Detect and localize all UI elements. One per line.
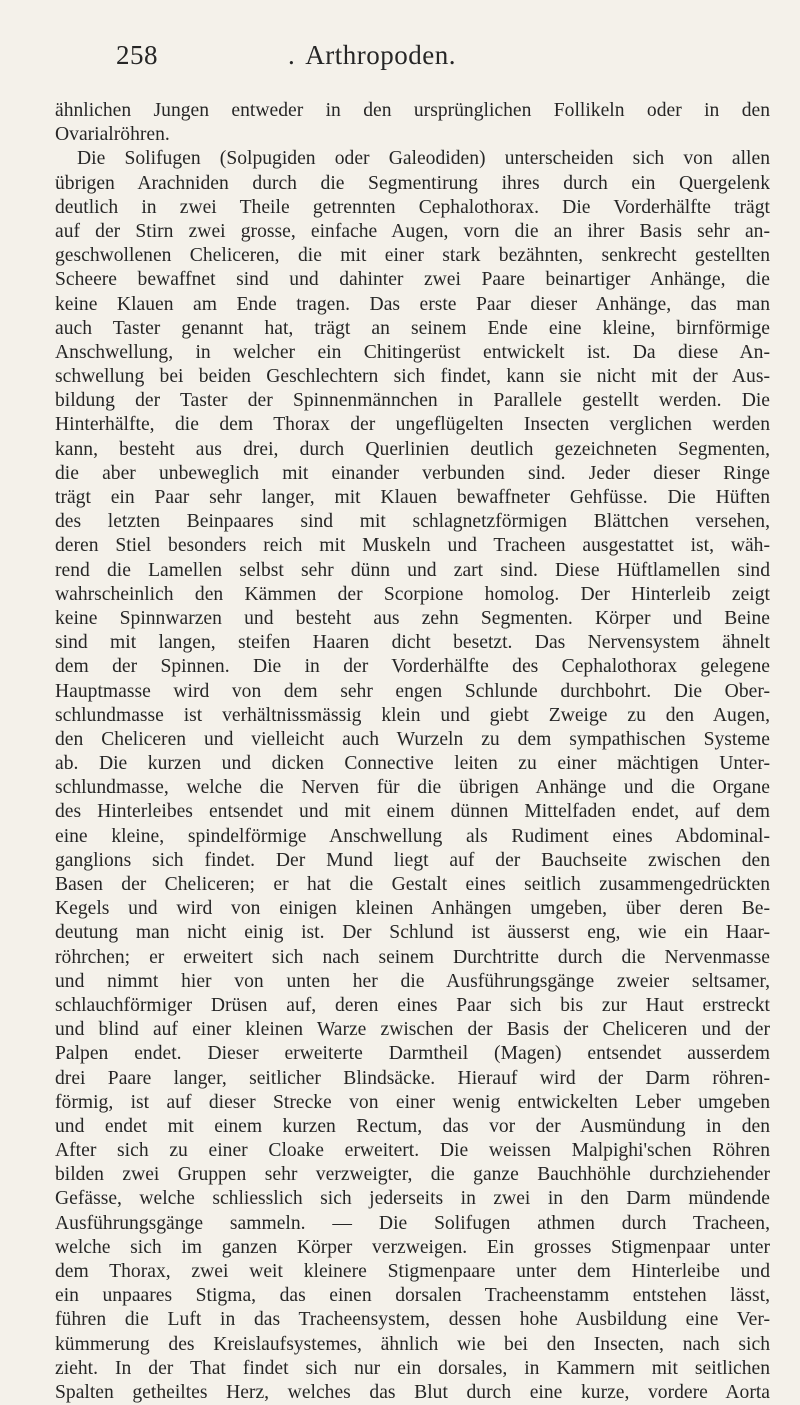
text-line: drei Paare langer, seitlicher Blindsäcke. Hierauf wird der Darm röhren- <box>55 1067 770 1089</box>
text-line: schwellung bei beiden Geschlechtern sich findet, kann sie nicht mit der Aus- <box>55 366 770 388</box>
text-line: keine Spinnwarzen und besteht aus zehn Segmenten. Körper und Beine <box>55 607 770 629</box>
body-text <box>55 99 770 1405</box>
text-line: und endet mit einem kurzen Rectum, das vor der Ausmündung in den <box>55 1115 770 1137</box>
text-line: auf der Stirn zwei grosse, einfache Augen, vorn die an ihrer Basis sehr an- <box>55 220 770 242</box>
text-line: deren Stiel besonders reich mit Muskeln und Tracheen ausgestattet ist, wäh- <box>55 535 770 557</box>
text-line: rend die Lamellen selbst sehr dünn und zart sind. Diese Hüftlamellen sind <box>55 559 770 581</box>
text-line: des Hinterleibes entsendet und mit einem dünnen Mittelfaden endet, auf dem <box>55 801 770 823</box>
text-line: förmig, ist auf dieser Strecke von einer wenig entwickelten Leber umgeben <box>55 1091 770 1113</box>
text-line: keine Klauen am Ende tragen. Das erste Paar dieser Anhänge, das man <box>55 293 770 315</box>
text-line: Hauptmasse wird von dem sehr engen Schlunde durchbohrt. Die Ober- <box>55 680 770 702</box>
text-line: Gefässe, welche schliesslich sich jederseits in zwei in den Darm mündende <box>55 1188 770 1210</box>
header-separator: . <box>288 40 296 70</box>
text-line: kann, besteht aus drei, durch Querlinien deutlich gezeichneten Segmenten, <box>55 438 770 460</box>
text-line: Ausführungsgänge sammeln. — Die Solifugen athmen durch Tracheen, <box>55 1212 770 1234</box>
text-line: und nimmt hier von unten her die Ausführungsgänge zweier seltsamer, <box>55 970 770 992</box>
text-line: zieht. In der That findet sich nur ein dorsales, in Kammern mit seitlichen <box>55 1357 770 1379</box>
text-line: wahrscheinlich den Kämmen der Scorpione homolog. Der Hinterleib zeigt <box>55 583 770 605</box>
running-head <box>288 40 456 71</box>
text-line: Spalten getheiltes Herz, welches das Blut durch eine kurze, vordere Aorta <box>55 1381 770 1403</box>
text-line: ein unpaares Stigma, das einen dorsalen Tracheenstamm entstehen lässt, <box>55 1285 770 1307</box>
text-line: ab. Die kurzen und dicken Connective leiten zu einer mächtigen Unter- <box>55 753 770 775</box>
text-line: eine kleine, spindelförmige Anschwellung als Rudiment eines Abdominal- <box>55 825 770 847</box>
text-line: bilden zwei Gruppen sehr verzweigter, die ganze Bauchhöhle durchziehender <box>55 1164 770 1186</box>
text-line: kümmerung des Kreislaufsystemes, ähnlich wie bei den Insecten, nach sich <box>55 1333 770 1355</box>
text-line: Kegels und wird von einigen kleinen Anhängen umgeben, über deren Be- <box>55 898 770 920</box>
text-line: schlauchförmiger Drüsen auf, deren eines Paar sich bis zur Haut erstreckt <box>55 994 770 1016</box>
text-line: Ovarialröhren. <box>55 124 170 146</box>
text-line: After sich zu einer Cloake erweitert. Die weissen Malpighi'schen Röhren <box>55 1140 770 1162</box>
text-line: führen die Luft in das Tracheensystem, dessen hohe Ausbildung eine Ver- <box>55 1309 770 1331</box>
page-number: 258 <box>116 40 158 70</box>
chapter-title: Arthropoden. <box>305 40 456 70</box>
text-line: deutlich in zwei Theile getrennten Cephalothorax. Die Vorderhälfte trägt <box>55 196 770 218</box>
text-line: trägt ein Paar sehr langer, mit Klauen bewaffneter Gehfüsse. Die Hüften <box>55 487 770 508</box>
text-line: schlundmasse ist verhältnissmässig klein und giebt Zweige zu den Augen, <box>55 704 770 726</box>
text-line: Basen der Cheliceren; er hat die Gestalt eines seitlich zusammengedrückten <box>55 874 770 895</box>
text-line: Hinterhälfte, die dem Thorax der ungeflügelten Insecten verglichen werden <box>55 414 770 436</box>
text-line: ähnlichen Jungen entweder in den ursprünglichen Follikeln oder in den <box>55 100 770 121</box>
text-line: Die Solifugen (Solpugiden oder Galeodiden) unterscheiden sich von allen <box>77 148 770 170</box>
text-line: und blind auf einer kleinen Warze zwischen der Basis der Cheliceren und der <box>55 1019 770 1041</box>
text-line: schlundmasse, welche die Nerven für die übrigen Anhänge und die Organe <box>55 777 770 799</box>
text-line: des letzten Beinpaares sind mit schlagnetzförmigen Blättchen versehen, <box>55 511 770 533</box>
text-line: Palpen endet. Dieser erweiterte Darmtheil (Magen) entsendet ausserdem <box>55 1043 770 1065</box>
text-line: geschwollenen Cheliceren, die mit einer stark bezähnten, senkrecht gestellten <box>55 245 770 267</box>
text-line: die aber unbeweglich mit einander verbunden sind. Jeder dieser Ringe <box>55 462 770 484</box>
text-line: übrigen Arachniden durch die Segmentirung ihres durch ein Quergelenk <box>55 172 770 194</box>
text-line: röhrchen; er erweitert sich nach seinem Durchtritte durch die Nervenmasse <box>55 946 770 968</box>
text-line: welche sich im ganzen Körper verzweigen. Ein grosses Stigmenpaar unter <box>55 1236 770 1258</box>
text-line: Anschwellung, in welcher ein Chitingerüst entwickelt ist. Da diese An- <box>55 341 770 363</box>
text-line: bildung der Taster der Spinnenmännchen in Parallele gestellt werden. Die <box>55 390 770 412</box>
text-line: ganglions sich findet. Der Mund liegt auf der Bauchseite zwischen den <box>55 849 770 871</box>
text-line: dem Thorax, zwei weit kleinere Stigmenpaare unter dem Hinterleibe und <box>55 1261 770 1282</box>
text-line: den Cheliceren und vielleicht auch Wurzeln zu dem sympathischen Systeme <box>55 728 770 750</box>
text-line: Scheere bewaffnet sind und dahinter zwei Paare beinartiger Anhänge, die <box>55 269 770 291</box>
page-header <box>116 40 706 80</box>
text-line: sind mit langen, steifen Haaren dicht besetzt. Das Nervensystem ähnelt <box>55 632 770 654</box>
text-line: dem der Spinnen. Die in der Vorderhälfte des Cephalothorax gelegene <box>55 656 770 678</box>
text-line: deutung man nicht einig ist. Der Schlund ist äusserst eng, wie ein Haar- <box>55 922 770 944</box>
text-line: auch Taster genannt hat, trägt an seinem Ende eine kleine, birnförmige <box>55 317 770 339</box>
